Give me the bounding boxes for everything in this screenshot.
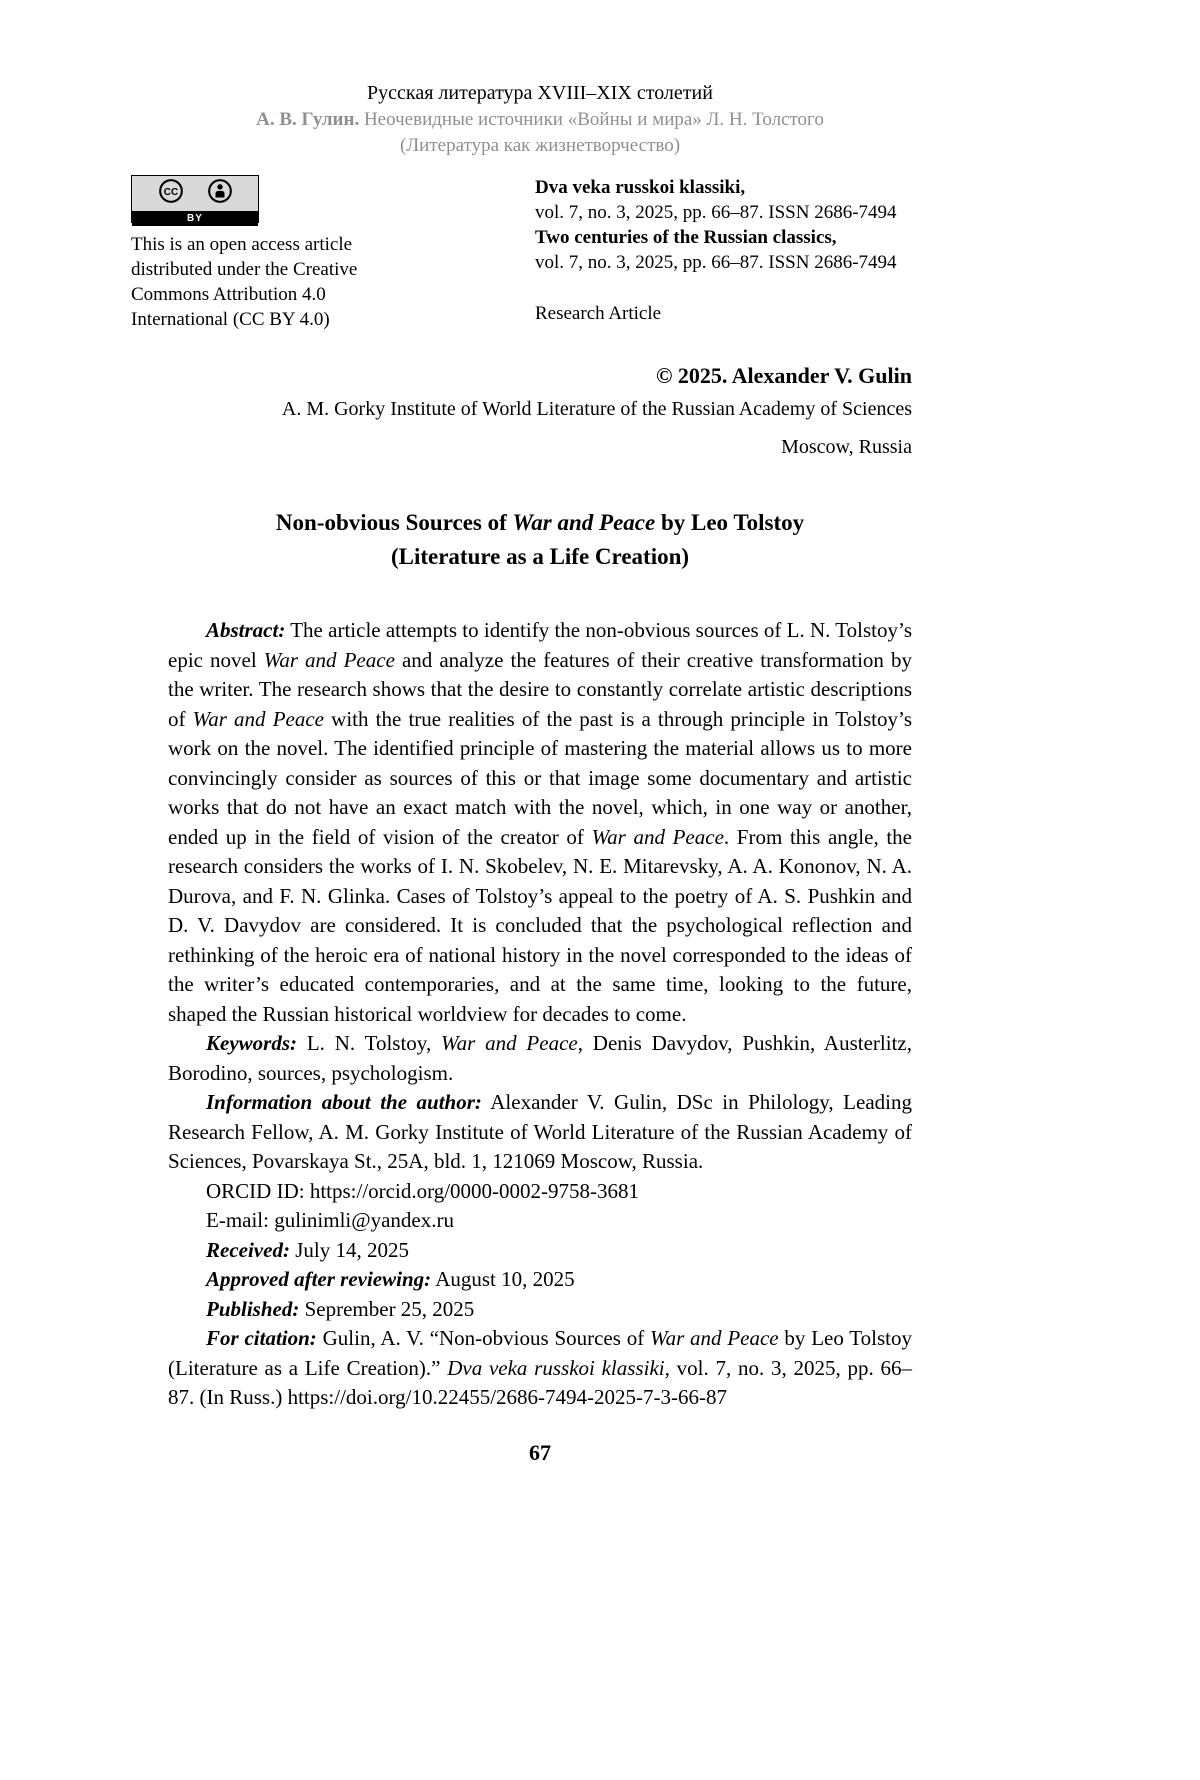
article-title-line1 — [168, 506, 912, 540]
article-type-label: Research Article — [535, 303, 662, 324]
keywords-work-name: War and Peace — [441, 1031, 578, 1055]
received-label: Received: — [206, 1237, 290, 1262]
journal-issue-translit: vol. 7, no. 3, 2025, pp. 66–87. ISSN 2686-7494 — [535, 202, 897, 223]
header-series-title: Русская литература XVIII–XIX столетий — [367, 82, 713, 104]
title-text-end: by Leo Tolstoy — [655, 510, 805, 535]
header-byline-author: А. В. Гулин. — [256, 109, 360, 130]
citation-work-name: War and Peace — [650, 1326, 779, 1350]
journal-title-en: Two centuries of the Russian classics, — [535, 227, 837, 248]
email-line: E-mail: gulinimli@yandex.ru — [206, 1208, 454, 1232]
citation-journal-name: Dva veka russkoi klassiki — [447, 1355, 665, 1380]
header-subtitle: (Литература как жизнетворчество) — [399, 135, 681, 156]
title-work-name: War and Peace — [512, 510, 656, 535]
published-line — [168, 1295, 912, 1325]
affiliation-line: A. M. Gorky Institute of World Literature of the Russian Academy of Sciences — [281, 398, 912, 420]
abstract-text: The article attempts to identify the non-obvious sources of L. N. Tolstoy’s epic novel — [168, 618, 912, 672]
abstract-label: Abstract: — [206, 618, 286, 642]
citation-text: by Leo Tolstoy (Literature as a Life Creation).” — [168, 1326, 912, 1380]
published-label: Published: — [206, 1296, 300, 1321]
received-line — [168, 1236, 912, 1266]
abstract-work-name: War and Peace — [591, 824, 724, 849]
journal-title-translit: Dva veka russkoi klassiki, — [535, 177, 746, 198]
journal-header — [168, 80, 912, 159]
attribution-person-icon — [207, 178, 233, 209]
abstract-paragraph — [168, 616, 912, 1029]
abstract-text: . From this angle, the research considers the works of I. N. Skobelev, N. E. Mitarevsky, A. A. Kononov, N. A. Durova, and F. N. Glinka. Cases of Tolstoy’s appeal to the poetry of A. S. Pushkin and D. V. Davydov are considered. It is concluded that the psychological reflection and rethinking of the heroic era of national history in the novel corresponded to the ideas of the writer’s educated contemporaries, and at the same time, looking to the future, shaped the Russian historical worldview for decades to come. — [168, 824, 912, 1026]
header-byline-title: Неочевидные источники «Войны и мира» Л. Н. Толстого — [359, 109, 824, 130]
meta-row — [131, 175, 912, 332]
location-line: Moscow, Russia — [781, 436, 912, 458]
keywords-text: L. N. Tolstoy, — [297, 1031, 442, 1055]
citation-paragraph — [168, 1324, 912, 1413]
cc-icon — [158, 178, 184, 209]
author-info-text: Alexander V. Gulin, DSc in Philology, Leading Research Fellow, A. M. Gorky Institute of World Literature of the Russian Academy of Sciences, Povarskaya St., 25A, bld. 1, 121069 Moscow, Russia. — [168, 1090, 912, 1173]
approved-date: August 10, 2025 — [431, 1267, 575, 1291]
approved-label: Approved after reviewing: — [206, 1267, 432, 1291]
svg-text:CC: CC — [163, 186, 178, 198]
citation-label: For citation: — [206, 1326, 317, 1350]
license-text: This is an open access article distributed under the Creative Commons Attribution 4.0 International (CC BY 4.0) — [131, 234, 358, 330]
received-date: July 14, 2025 — [289, 1237, 409, 1262]
published-date: Seprember 25, 2025 — [299, 1296, 475, 1321]
citation-text: Gulin, A. V. “Non-obvious Sources of — [316, 1326, 651, 1350]
header-byline — [168, 107, 912, 133]
article-title — [168, 506, 912, 574]
journal-info — [535, 175, 912, 332]
title-text: Non-obvious Sources of — [275, 510, 513, 535]
author-block — [168, 362, 912, 460]
page-number: 67 — [529, 1440, 551, 1465]
license-block — [131, 175, 383, 332]
abstract-work-name: War and Peace — [263, 647, 395, 672]
cc-badge-icons — [132, 176, 258, 211]
keywords-label: Keywords: — [206, 1031, 297, 1055]
abstract-work-name: War and Peace — [192, 706, 324, 731]
author-info-label: Information about the author: — [206, 1090, 482, 1114]
keywords-text: , Denis Davydov, Pushkin, Austerlitz, Borodino, sources, psychologism. — [168, 1031, 912, 1085]
approved-line — [168, 1265, 912, 1295]
abstract-text: with the true realities of the past is a through principle in Tolstoy’s work on the novel. The identified principle of mastering the material allows us to more convincingly consider as sources of this or that image some documentary and artistic works that do not have an exact match with the novel, which, in one way or another, ended up in the field of vision of the creator of — [168, 706, 913, 849]
citation-text: , vol. 7, no. 3, 2025, pp. 66–87. (In Russ.) https://doi.org/10.22455/2686-7494-2025-7-3-66-87 — [168, 1355, 912, 1409]
abstract-text: and analyze the features of their creative transformation by the writer. The research shows that the desire to constantly correlate artistic descriptions of — [168, 647, 912, 731]
author-info-paragraph — [168, 1088, 912, 1177]
article-subtitle: (Literature as a Life Creation) — [390, 544, 690, 569]
orcid-line: ORCID ID: https://orcid.org/0000-0002-9758-3681 — [206, 1178, 640, 1203]
copyright-line: © 2025. Alexander V. Gulin — [655, 363, 912, 388]
cc-by-badge — [131, 175, 259, 223]
journal-issue-en: vol. 7, no. 3, 2025, pp. 66–87. ISSN 2686-7494 — [535, 252, 897, 273]
keywords-paragraph — [168, 1029, 912, 1088]
cc-by-label: BY — [132, 211, 258, 226]
